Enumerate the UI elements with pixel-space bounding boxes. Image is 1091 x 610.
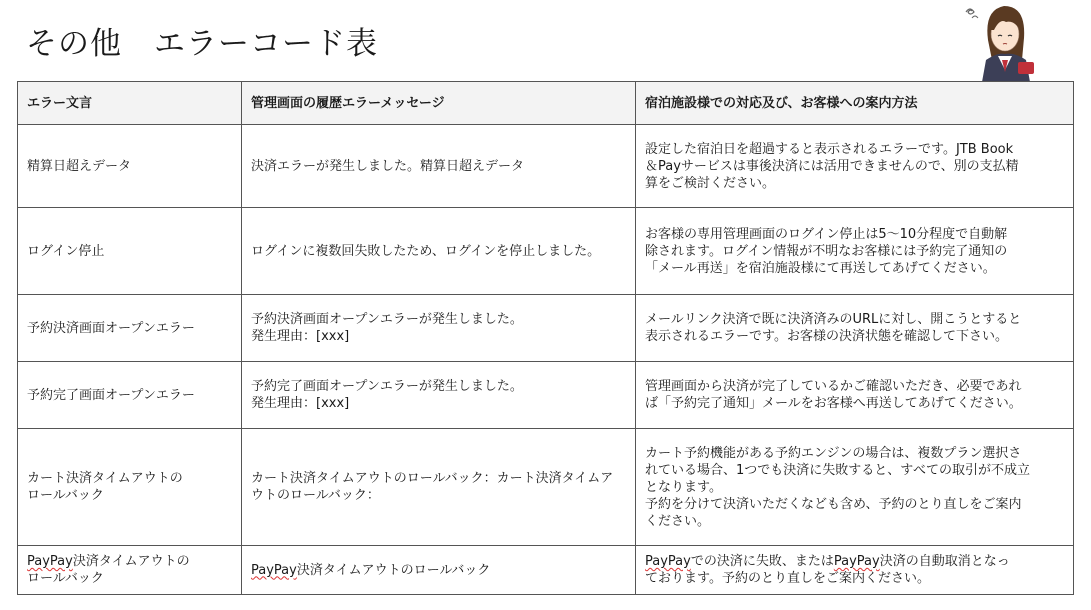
error-text: 予約決済画面オープンエラー: [27, 320, 195, 336]
table-header-row: [18, 82, 1074, 125]
header-error-text: エラー文言: [18, 82, 242, 125]
history-message-rest: 決済タイムアウトのロールバック: [296, 562, 491, 578]
history-message: カート決済タイムアウトのロールバック：カート決済タイムア ウトのロールバック：: [251, 471, 614, 503]
handling-method-cell: [636, 295, 1074, 362]
error-text-cell: [18, 208, 242, 295]
history-message: 決済エラーが発生しました。精算日超えデータ: [251, 158, 525, 174]
history-message-cell: [242, 546, 636, 595]
handling-method-cell: [636, 546, 1074, 595]
handling-method-cell: [636, 362, 1074, 429]
error-text-rest: 決済タイムアウトの ロールバック: [27, 554, 190, 586]
table-row: [18, 362, 1074, 429]
handling-method-cell: [636, 125, 1074, 208]
handling-method: 設定した宿泊日を超過すると表示されるエラーです。JTB Book ＆Payサービスは事後決済には活用できませんので、別の支払精 算をご検討ください。: [645, 141, 1019, 191]
table-row: [18, 295, 1074, 362]
page-title: その他 エラーコード表: [26, 26, 378, 62]
history-message: 予約完了画面オープンエラーが発生しました。 発生理由：[xxx]: [251, 379, 523, 411]
error-text-cell: [18, 546, 242, 595]
error-text-cell: [18, 295, 242, 362]
error-text: ログイン停止: [27, 243, 105, 259]
error-text: カート決済タイムアウトの ロールバック: [27, 471, 183, 503]
table-row: [18, 429, 1074, 546]
spellcheck-word: PayPay: [833, 554, 880, 569]
error-text: [27, 553, 232, 587]
error-text-cell: [18, 125, 242, 208]
handling-method-cell: [636, 208, 1074, 295]
handling-method-rest: 決済の自動取消となっ ております。予約のとり直しをご案内ください。: [645, 554, 1010, 586]
table-row: [18, 125, 1074, 208]
spellcheck-word: PayPay: [251, 562, 297, 578]
handling-method-cell: [636, 429, 1074, 546]
error-text-cell: [18, 362, 242, 429]
error-text-cell: [18, 429, 242, 546]
history-message: ログインに複数回失敗したため、ログインを停止しました。: [251, 243, 601, 259]
error-code-table: [17, 81, 1074, 595]
header-handling-method: 宿泊施設様での対応及び、お客様への案内方法: [636, 82, 1074, 125]
history-message-cell: [242, 362, 636, 429]
header-history-message: 管理画面の履歴エラーメッセージ: [242, 82, 636, 125]
spellcheck-word: PayPay: [645, 554, 691, 569]
handling-method: 管理画面から決済が完了しているかご確認いただき、必要であれ ば「予約完了通知」メールをお客様へ再送してあげてください。: [645, 379, 1022, 411]
handling-method: メールリンク決済で既に決済済みのURLに対し、開こうとすると 表示されるエラーです。お客様の決済状態を確認して下さい。: [645, 312, 1022, 344]
table-row: [18, 208, 1074, 295]
history-message-cell: [242, 295, 636, 362]
error-text: 精算日超えデータ: [27, 158, 132, 174]
table-row: [18, 546, 1074, 595]
worried-woman-illustration: [958, 0, 1038, 82]
handling-method: お客様の専用管理画面のログイン停止は5～10分程度で自動解 除されます。ログイン情報が不明なお客様には予約完了通知の 「メール再送」を宿泊施設様にて再送してあげてください。: [645, 226, 1008, 276]
history-message-cell: [242, 208, 636, 295]
handling-method: [645, 553, 1064, 587]
history-message: 予約決済画面オープンエラーが発生しました。 発生理由：[xxx]: [251, 312, 523, 344]
history-message-cell: [242, 429, 636, 546]
history-message: [251, 562, 626, 579]
handling-method-mid: での決済に失敗、または: [690, 554, 834, 569]
history-message-cell: [242, 125, 636, 208]
spellcheck-word: PayPay: [27, 554, 73, 569]
handling-method: カート予約機能がある予約エンジンの場合は、複数プラン選択さ れている場合、1つでも決済に失敗すると、すべての取引が不成立 となります。 予約を分けて決済いただくなども含め、予約のとり直しをご案内 ください。: [645, 445, 1031, 529]
error-text: 予約完了画面オープンエラー: [27, 387, 195, 403]
